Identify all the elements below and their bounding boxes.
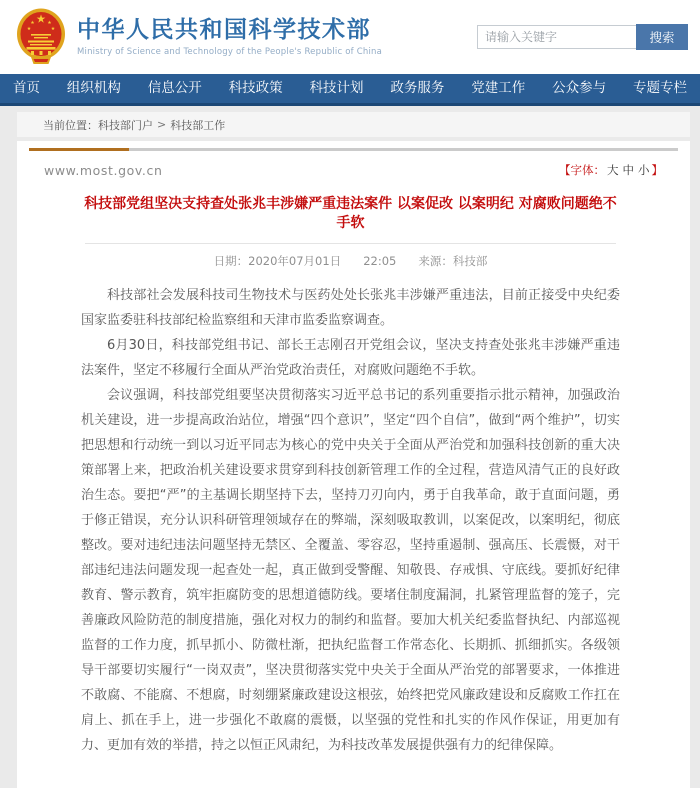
search-input[interactable]: [477, 25, 637, 49]
nav-item-org[interactable]: 组织机构: [66, 80, 121, 96]
breadcrumb: [17, 112, 690, 137]
nav-item-programs[interactable]: 科技计划: [309, 80, 364, 96]
site-logo[interactable]: [16, 8, 382, 66]
font-size-small-button[interactable]: 小: [638, 163, 650, 177]
nav-item-public[interactable]: 公众参与: [552, 80, 607, 96]
nav-item-home[interactable]: 首页: [13, 80, 40, 96]
article-dateline: [81, 253, 620, 269]
site-title-en: Ministry of Science and Technology of the People's Republic of China: [77, 47, 383, 57]
breadcrumb-item-portal[interactable]: 科技部门户: [98, 118, 153, 132]
article-paragraph: 6月30日，科技部党组书记、部长王志刚召开党组会议，坚决支持查处张兆丰涉嫌严重违法案件，坚定不移履行全面从严治党政治责任，对腐败问题绝不手软。: [81, 338, 620, 378]
site-header: [0, 0, 700, 74]
nav-item-party[interactable]: 党建工作: [471, 80, 526, 96]
brand-text: [77, 17, 382, 57]
font-size-widget: [559, 162, 663, 178]
article-time: 22:05: [363, 254, 397, 268]
article-source: 来源：科技部: [418, 254, 488, 268]
article: [29, 178, 678, 758]
article-paragraph: 科技部社会发展科技司生物技术与医药处处长张兆丰涉嫌严重违法，目前正接受中央纪委国家监委驻科技部纪检监察组和天津市监委监察调查。: [81, 288, 620, 328]
nav-item-policy[interactable]: 科技政策: [228, 80, 283, 96]
main-nav: [0, 74, 700, 106]
title-divider: [85, 243, 616, 244]
font-widget-open: 【字体：: [559, 163, 605, 177]
site-url: www.most.gov.cn: [44, 163, 163, 178]
font-widget-close: 】: [651, 163, 663, 177]
font-size-large-button[interactable]: 大: [607, 163, 619, 177]
search-button[interactable]: 搜索: [636, 24, 688, 50]
article-date: 日期：2020年07月01日: [213, 254, 342, 268]
breadcrumb-separator: >: [157, 118, 167, 131]
nav-item-info[interactable]: 信息公开: [147, 80, 202, 96]
breadcrumb-item-work[interactable]: 科技部工作: [170, 118, 226, 132]
nav-item-services[interactable]: 政务服务: [390, 80, 445, 96]
article-body: [81, 283, 620, 758]
article-paragraph: 会议强调，科技部党组要坚决贯彻落实习近平总书记的系列重要指示批示精神，加强政治机关建设，进一步提高政治站位，增强“四个意识”，坚定“四个自信”，做到“两个维护”，切实把思想和行动统一到以习近平同志为核心的党中央关于全面从严治党和加强科技创新的重大决策部署上来，把政治机关建设要求贯穿到科技创新管理工作的全过程，营造风清气正的良好政治生态。要把“严”的主基调长期坚持下去，坚持刀刃向内，勇于自我革命，敢于直面问题，勇于修正错误，充分认识科研管理领域存在的弊端，深刻吸取教训，以案促改，以案明纪，彻底整改。要对违纪违法问题坚持无禁区、全覆盖、零容忍，坚持重遏制、强高压、长震慑，对干部违纪违法问题发现一起查处一起，真正做到受警醒、知敬畏、存戒惧、守底线。要抓好纪律教育、警示教育，筑牢拒腐防变的思想道德防线。要堵住制度漏洞，扎紧管理监督的笼子，完善廉政风险防范的制度措施，强化对权力的制约和监督。要加大机关纪委监督执纪、内部巡视监督的工作力度，抓早抓小、防微杜渐，把执纪监督工作常态化、长期抓、抓细抓实。各级领导干部要切实履行“一岗双责”，坚决贯彻落实党中央关于全面从严治党的部署要求，一体推进不敢腐、不能腐、不想腐，时刻绷紧廉政建设这根弦，始终把党风廉政建设和反腐败工作扛在肩上、抓在手上，进一步强化不敢腐的震慑，以坚强的党性和扎实的作风作保证，用更加有力、更加有效的举措，持之以恒正风肃纪，为科技改革发展提供强有力的纪律保障。: [81, 388, 620, 753]
search-box: [477, 24, 688, 50]
national-emblem-icon: [16, 8, 66, 66]
panel-meta-row: [29, 151, 678, 178]
breadcrumb-label: 当前位置：: [43, 118, 98, 132]
article-title: 科技部党组坚决支持查处张兆丰涉嫌严重违法案件 以案促改 以案明纪 对腐败问题绝不手软: [84, 196, 617, 231]
site-title-cn: 中华人民共和国科学技术部: [77, 17, 371, 43]
font-size-medium-button[interactable]: 中: [622, 163, 634, 177]
nav-item-specials[interactable]: 专题专栏: [633, 80, 687, 96]
article-panel: [17, 141, 690, 788]
